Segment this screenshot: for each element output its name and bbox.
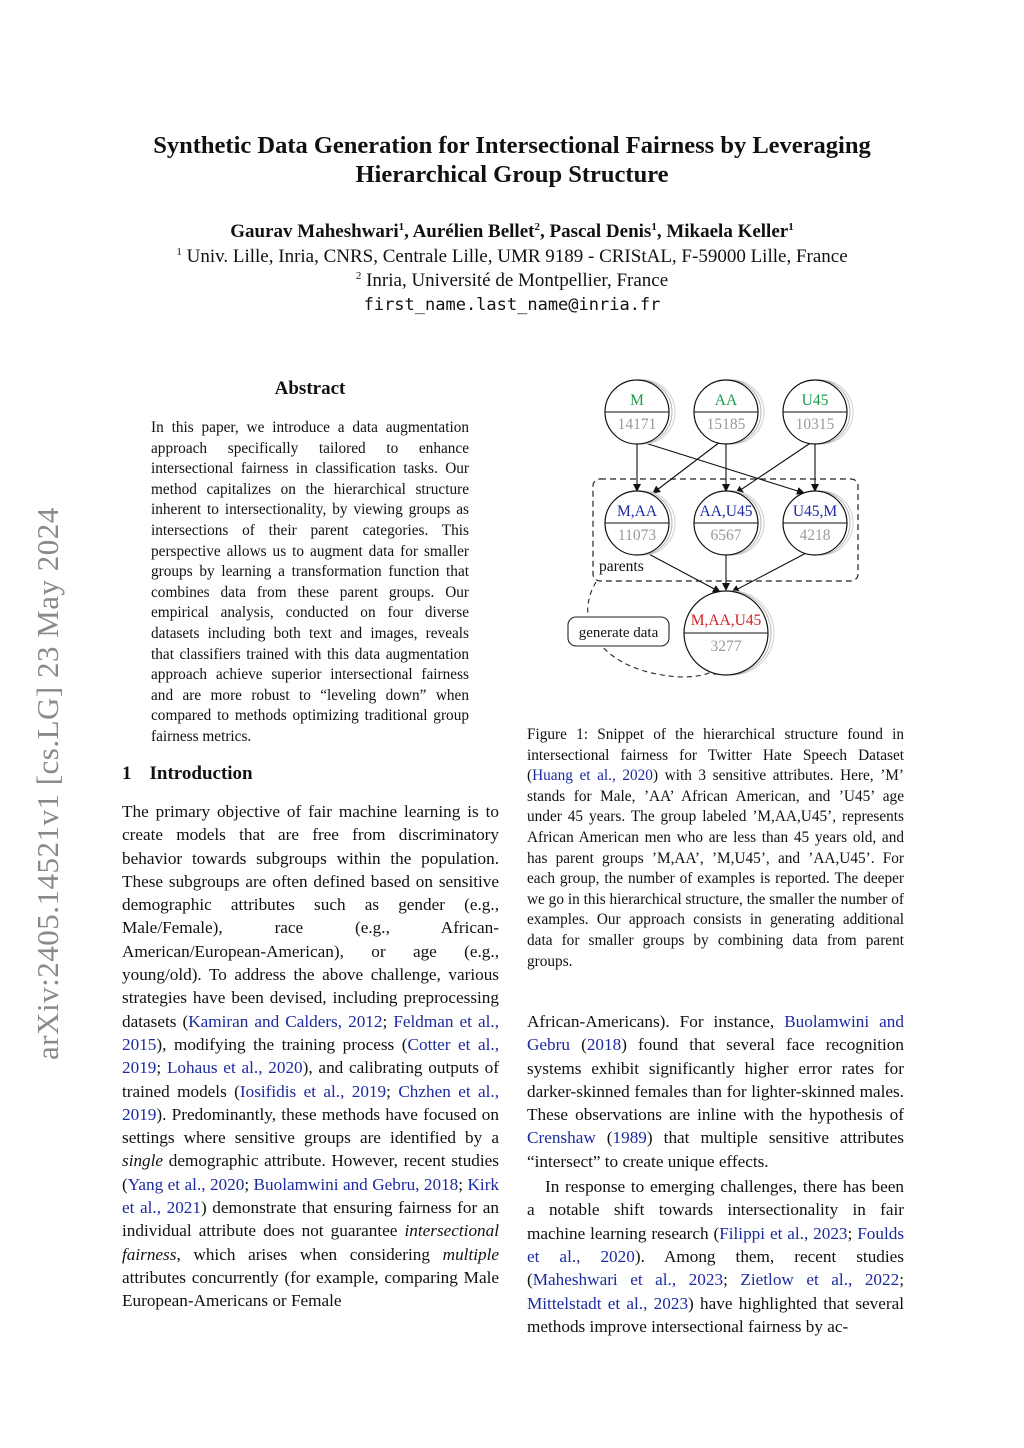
citation-link[interactable]: Mittelstadt et al., 2023 <box>527 1293 689 1313</box>
text-run: ) that multiple sensitive attributes “intersect” to create unique effects. <box>527 1128 904 1171</box>
affiliation-mark: 1 <box>176 246 182 258</box>
emphasis-text: intersectional fairness <box>122 1221 499 1264</box>
affiliation-text: Univ. Lille, Inria, CNRS, Centrale Lille, UMR 9189 - CRIStAL, F-59000 Lille, France <box>186 246 848 267</box>
text-run: African-Americans). For instance, <box>527 1012 785 1031</box>
figure-1-caption <box>527 725 904 972</box>
node-count: 15185 <box>706 416 746 433</box>
section-title: Introduction <box>149 763 253 784</box>
affiliation-2 <box>100 270 924 292</box>
citation-link[interactable]: Iosifidis et al., 2019 <box>239 1081 387 1101</box>
generate-data-label: generate data <box>578 625 659 641</box>
text-run: ; <box>244 1174 254 1194</box>
node-label: M,AA,U45 <box>690 612 762 629</box>
node-m-aa <box>605 491 675 555</box>
node-u45 <box>783 380 853 444</box>
text-run: In response to emerging challenges, there has been a notable shift towards intersectionality in fair machine learning research ( <box>527 1177 904 1243</box>
paper-title <box>100 131 924 189</box>
abstract-text: In this paper, we introduce a data augmentation approach specifically tailored to enhance intersectional fairness in classification tasks. Our method capitalizes on the hierarchical structure inherent to intersectionality, by viewing groups as intersections of their parent categories. This perspective allows us to augment data for smaller groups by learning a transformation function that combines data from these parent groups. Our empirical analysis, conducted on four diverse datasets including both text and images, reveals that classifiers trained with this data augmentation approach achieve superior intersectional fairness and are more robust to “leveling down” when compared to methods optimizing traditional group fairness metrics. <box>151 419 469 745</box>
hierarchy-figure <box>560 372 900 687</box>
citation-link[interactable]: 1989 <box>612 1128 647 1148</box>
node-label: M <box>630 392 644 409</box>
author-affiliation-mark: 1 <box>398 221 405 233</box>
section-heading-introduction <box>122 763 253 785</box>
edge-aa-to-maa <box>653 442 720 493</box>
text-run: ( <box>595 1128 613 1148</box>
section-number: 1 <box>122 763 132 784</box>
edge-maa-to-target <box>645 552 720 592</box>
text-run: ) demonstrate that ensuring fairness for an individual attribute does not guarantee <box>122 1198 499 1241</box>
citation-link[interactable]: Kirk et al., 2021 <box>122 1174 500 1218</box>
text-run: Figure 1: Snippet of the hierarchical structure found in intersectional fairness for Twitter Hate Speech Dataset ( <box>527 726 904 785</box>
citation-link[interactable]: Crenshaw <box>527 1128 596 1148</box>
author-affiliation-mark: 1 <box>788 221 794 233</box>
node-label: AA <box>714 392 738 409</box>
text-run: ; <box>899 1270 904 1290</box>
affiliation-1 <box>100 246 924 268</box>
citation-link[interactable]: Zietlow et al., 2022 <box>740 1270 900 1290</box>
text-run: ; <box>458 1174 468 1194</box>
node-count: 11073 <box>617 527 657 544</box>
arxiv-identifier: arXiv:2405.14521v1 [cs.LG] 23 May 2024 <box>30 507 65 1060</box>
author-affiliation-mark: 1 <box>651 221 657 233</box>
text-run: , which arises when considering <box>176 1244 443 1264</box>
author-name: Pascal Denis <box>549 221 652 242</box>
citation-link[interactable]: Lohaus et al., 2020 <box>166 1058 303 1078</box>
citation-link[interactable]: Buolamwini and Gebru <box>527 1012 904 1055</box>
node-count: 14171 <box>617 416 657 433</box>
text-run: ; <box>386 1081 399 1101</box>
node-m <box>605 380 675 444</box>
affiliation-text: Inria, Université de Montpellier, France <box>366 270 669 291</box>
text-run: ( <box>569 1035 587 1055</box>
right-column-text <box>527 1010 904 1338</box>
node-count: 6567 <box>710 527 742 544</box>
citation-link[interactable]: Yang et al., 2020 <box>127 1174 245 1194</box>
node-count: 4218 <box>799 527 831 544</box>
citation-link[interactable]: Maheshwari et al., 2023 <box>532 1270 724 1290</box>
node-aa <box>694 380 764 444</box>
edge-u45-to-aau45 <box>736 442 812 493</box>
node-label: U45,M <box>792 503 838 520</box>
emphasis-text: multiple <box>442 1244 499 1264</box>
paragraph <box>527 1175 904 1338</box>
contact-email: first_name.last_name@inria.fr <box>363 295 661 315</box>
text-run: ). Predominantly, these methods have focused on settings where sensitive groups are identified by a <box>122 1104 499 1148</box>
parents-label: parents <box>599 558 644 575</box>
citation-link[interactable]: Filippi et al., 2023 <box>719 1223 848 1243</box>
text-run: ; <box>847 1223 858 1243</box>
text-run: ) found that several face recognition systems exhibit significantly higher error rates for darker-skinned females than for lighter-skinned males. These observations are inline with the hypothesis of <box>527 1035 904 1125</box>
node-target <box>684 591 774 675</box>
author-name: Mikaela Keller <box>666 221 789 242</box>
abstract-heading: Abstract <box>274 378 346 399</box>
emphasis-text: single <box>122 1151 164 1171</box>
node-aa-u45 <box>694 491 764 555</box>
author-name: Aurélien Bellet <box>412 221 535 242</box>
author-list: Gaurav Maheshwari$^1$, Aurélien Bellet$^2$, Pascal Denis$^1$, Mikaela Keller$^1$ <box>230 221 794 242</box>
citation-link[interactable]: Cotter et al., 2019 <box>122 1034 499 1078</box>
edge-m-to-u45m <box>642 442 804 493</box>
title-line-2: Hierarchical Group Structure <box>355 161 669 188</box>
text-run: ). Among them, recent studies ( <box>527 1246 904 1290</box>
author-name: Gaurav Maheshwari <box>230 221 399 242</box>
text-run: ) have highlighted that several methods improve intersectional fairness by ac- <box>527 1293 904 1336</box>
text-run: ; <box>156 1058 167 1078</box>
edge-u45m-to-target <box>732 552 808 592</box>
citation-link[interactable]: Foulds et al., 2020 <box>527 1223 905 1266</box>
citation-link[interactable]: Huang et al., 2020 <box>532 767 653 785</box>
text-run: ) with 3 sensitive attributes. Here, ’M’ stands for Male, ’AA’ African American, and ’U45’ age under 45 years. The group labeled ’M,AA,U45’, represents African American men who are less than 45 years old, and has parent groups ’M,AA’, ’M,U45’, and ’AA,U45’. For each group, the number of examples is reported. The deeper we go in this hierarchical structure, the smaller the number of examples. Our approach consists in generating additional data for smaller groups by combining data from parent groups. <box>527 767 905 970</box>
citation-link[interactable]: Buolamwini and Gebru, 2018 <box>253 1174 459 1194</box>
text-run: attributes concurrently (for example, comparing Male European-Americans or Female <box>122 1267 499 1311</box>
title-line-1: Synthetic Data Generation for Intersectional Fairness by Leveraging <box>153 132 871 159</box>
text-run: The primary objective of fair machine learning is to create models that are free from discriminatory behavior towards subgroups within the population. These subgroups are often defined based on sensitive demographic attributes such as gender (e.g., Male/Female), race (e.g., African-American/European-American), or age (e.g., young/old). To address the above challenge, various strategies have been devised, including preprocessing datasets ( <box>122 802 499 1031</box>
author-affiliation-mark: 2 <box>534 221 540 233</box>
citation-link[interactable]: Feldman et al., 2015 <box>122 1011 499 1054</box>
paragraph <box>527 1010 904 1173</box>
text-run: ; <box>382 1011 394 1031</box>
node-count: 10315 <box>795 416 835 433</box>
node-label: M,AA <box>616 503 658 520</box>
text-run: ; <box>723 1270 741 1290</box>
node-u45-m <box>783 491 853 555</box>
affiliation-mark: 2 <box>355 270 362 282</box>
citation-link[interactable]: 2018 <box>586 1035 622 1055</box>
node-label: U45 <box>801 392 829 409</box>
text-run: ), modifying the training process ( <box>156 1034 408 1054</box>
node-count: 3277 <box>710 638 742 655</box>
citation-link[interactable]: Kamiran and Calders, 2012 <box>188 1011 383 1031</box>
introduction-paragraph <box>122 800 499 1313</box>
text-run: demographic attribute. However, recent studies ( <box>122 1151 499 1194</box>
text-run: ), and calibrating outputs of trained models ( <box>122 1058 500 1101</box>
citation-link[interactable]: Chzhen et al., 2019 <box>122 1081 500 1124</box>
node-label: AA,U45 <box>699 503 753 520</box>
